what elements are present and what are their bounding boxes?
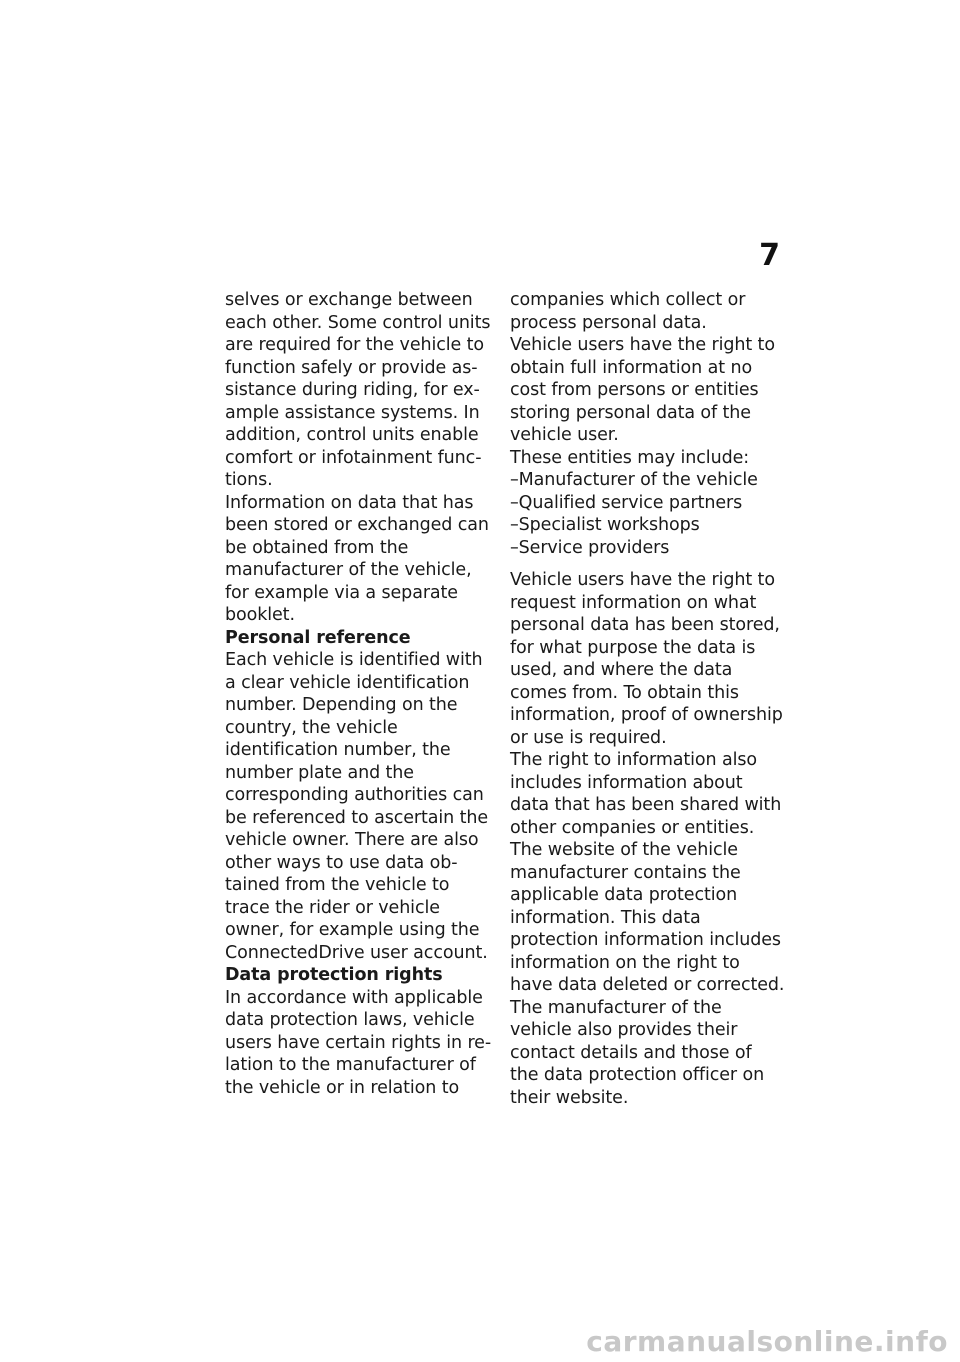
left-column xyxy=(225,289,495,1099)
paragraph-companies: companies which collect or process personal data. xyxy=(510,290,746,333)
list-item: –Manufacturer of the vehicle xyxy=(510,470,758,490)
paragraph-control-units: selves or exchange between each other. Some control units are required for the vehicle to function safely or provide assistance during riding, for example assistance systems. In addition, control units enable comfort or infotainment functions. xyxy=(225,290,491,490)
list-item: –Service providers xyxy=(510,537,670,558)
entities-list xyxy=(510,469,785,559)
paragraph-website-info: The website of the vehicle manufacturer contains the applicable data protection information. This data protection information includes information on the right to have data deleted or corrected. The manufacturer of the vehicle also provides their contact details and those of the data protection officer on their website. xyxy=(510,840,785,1108)
paragraph-entities-intro: These entities may include: xyxy=(510,447,750,468)
right-column xyxy=(510,289,785,1109)
list-item: –Qualified service partners xyxy=(510,492,743,513)
watermark-text: carmanualsonline.info xyxy=(586,1325,948,1358)
page-number: 7 xyxy=(759,238,780,273)
heading-personal-reference: Personal reference xyxy=(225,627,411,648)
paragraph-shared-data: The right to information also includes information about data that has been shared with other companies or entities. xyxy=(510,750,782,838)
heading-data-protection-rights: Data protection rights xyxy=(225,965,443,985)
paragraph-personal-reference: Each vehicle is identified with a clear vehicle identification number. Depending on the country, the vehicle identification number, the number plate and the corresponding authorities can be referenced to ascertain the vehicle owner. There are also other ways to use data obtained from the vehicle to trace the rider or vehicle owner, for example using the ConnectedDrive user account. xyxy=(225,650,489,963)
paragraph-right-to-information: Vehicle users have the right to obtain full information at no cost from persons or entities storing personal data of the vehicle user. xyxy=(510,335,775,445)
paragraph-data-information: Information on data that has been stored or exchanged can be obtained from the manufacturer of the vehicle, for example via a separate booklet. xyxy=(225,492,489,625)
paragraph-data-protection-rights: In accordance with applicable data protection laws, vehicle users have certain rights in relation to the manufacturer of the vehicle or in relation to xyxy=(225,987,492,1098)
list-item: –Specialist workshops xyxy=(510,515,700,535)
paragraph-request-information: Vehicle users have the right to request information on what personal data has been stored, for what purpose the data is used, and where the data comes from. To obtain this information, proof of ownership or use is required. xyxy=(510,570,783,748)
